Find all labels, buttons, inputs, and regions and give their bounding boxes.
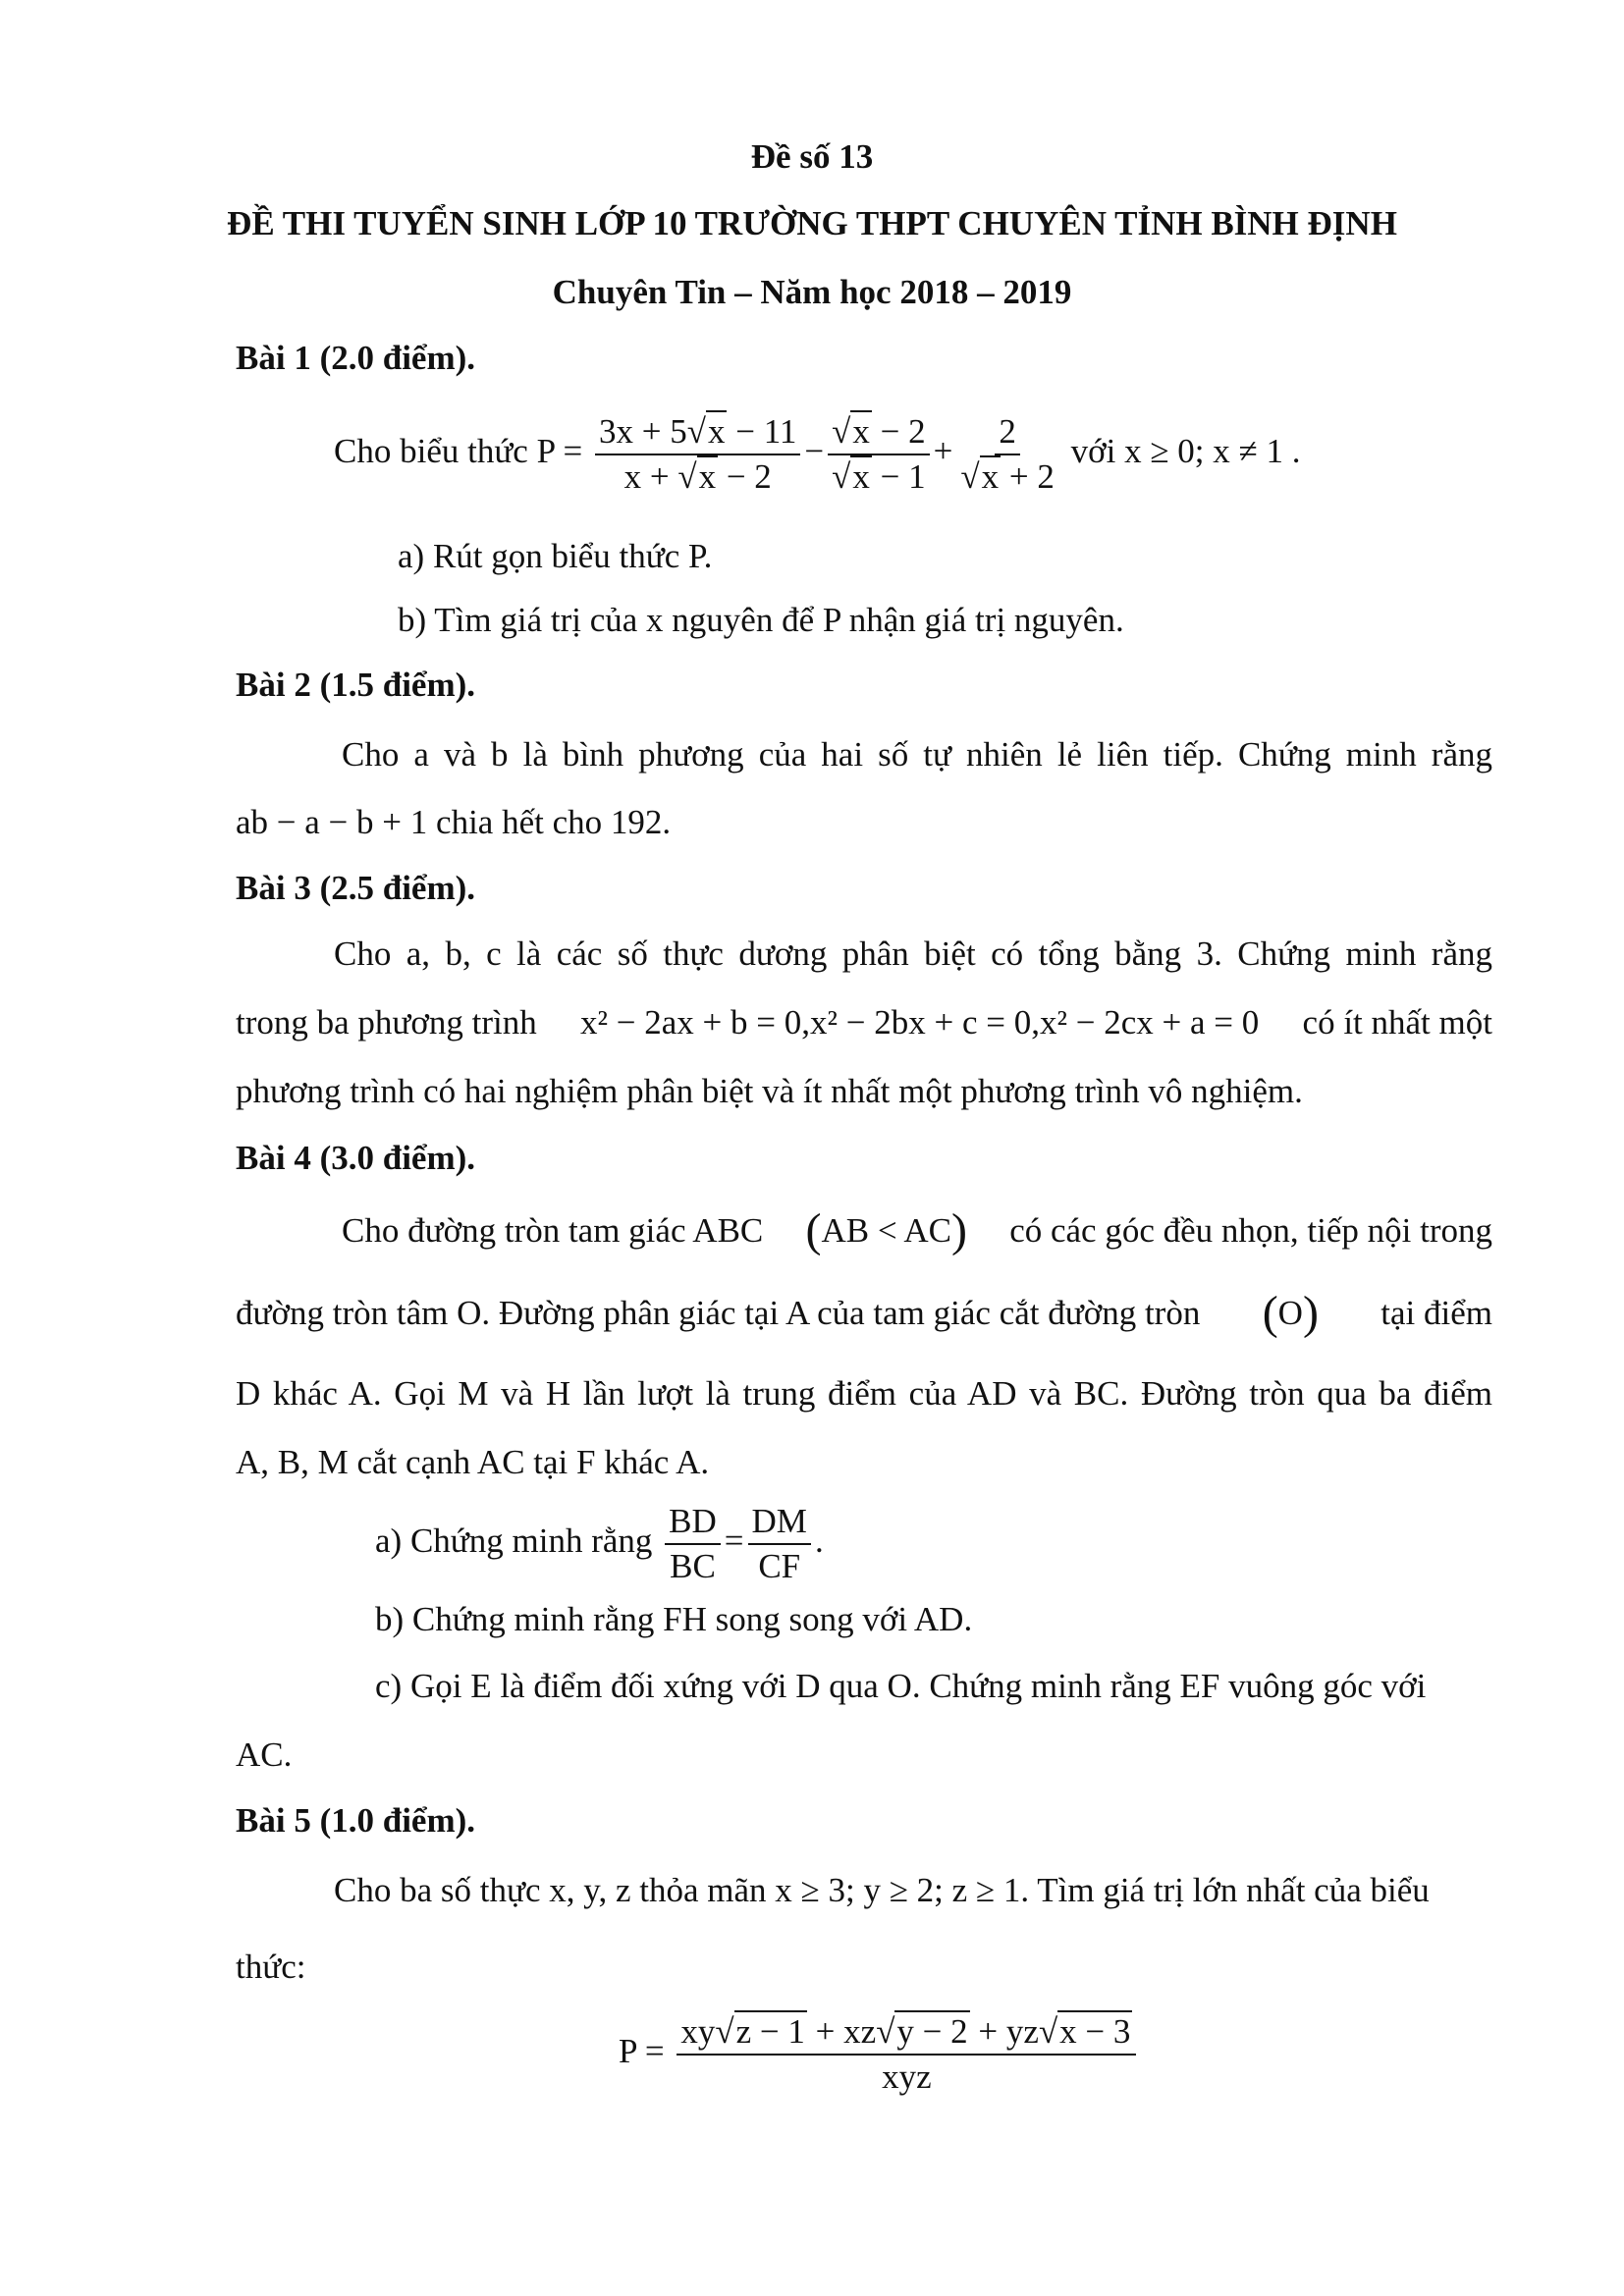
bai2-line2: ab − a − b + 1 chia hết cho 192. — [236, 803, 672, 841]
bai4-line1-b: có các góc đều nhọn, tiếp nội trong — [1009, 1211, 1492, 1250]
fraction-dm-cf: $\frac{DM}{CF}$ — [748, 1502, 811, 1586]
bai3-line2-pre: trong ba phương trình — [236, 1003, 537, 1041]
bai4-line3: D khác A. Gọi M và H lần lượt là trung điểm của AD và BC. Đường tròn qua ba điểm — [236, 1374, 1492, 1413]
bai4-part-a: a) Chứng minh rằng $\frac{BD}{BC}$ = $\frac{DM}{CF}$ . — [375, 1502, 824, 1585]
fraction-p: $\frac{xy√z - 1 + xz√y - 2 + yz√x - 3}{\text{xyz}}$ — [677, 2012, 1136, 2097]
bai3-heading: Bài 3 (2.5 điểm). — [236, 869, 476, 907]
exam-number: Đề số 13 — [750, 137, 874, 176]
bai5-formula — [619, 2012, 1140, 2097]
equation-3: x² − 2cx + a = 0 — [1040, 1003, 1260, 1041]
bai3-equations — [580, 1001, 1259, 1044]
bai4-line2 — [236, 1287, 1492, 1339]
bai5-heading: Bài 5 (1.0 điểm). — [236, 1801, 476, 1840]
bai4-line2-a: đường tròn tâm O. Đường phân giác tại A của tam giác cắt đường tròn — [236, 1294, 1201, 1332]
bai5-p-eq: P = — [619, 2032, 665, 2071]
bai4-part-c-cont: AC. — [236, 1735, 293, 1774]
bai1-part-b: b) Tìm giá trị của x nguyên để P nhận giá trị nguyên. — [398, 601, 1124, 639]
equation-2: x² − 2bx + c = 0, — [810, 1003, 1040, 1041]
fraction-bd-bc: $\frac{BD}{BC}$ — [665, 1502, 721, 1586]
exam-subtitle: Chuyên Tin – Năm học 2018 – 2019 — [552, 273, 1072, 311]
bai4-condition: (AB < AC) — [805, 1204, 967, 1256]
bai4-line1-a: Cho đường tròn tam giác ABC — [342, 1211, 764, 1250]
bai5-line1: Cho ba số thực x, y, z thỏa mãn x ≥ 3; y ≥ 2; z ≥ 1. Tìm giá trị lớn nhất của biểu — [334, 1871, 1430, 1909]
bai1-part-a: a) Rút gọn biểu thức P. — [398, 537, 713, 575]
bai2-line1: Cho a và b là bình phương của hai số tự nhiên lẻ liên tiếp. Chứng minh rằng — [342, 735, 1492, 774]
circle-O: (O) — [1262, 1287, 1319, 1339]
bai4-heading: Bài 4 (3.0 điểm). — [236, 1139, 476, 1177]
bai1-expression — [334, 412, 1300, 497]
fraction-1: $\frac{3x + 5√x - 11}{x + √x - 2}$ — [595, 412, 800, 497]
bai3-line3: phương trình có hai nghiệm phân biệt và ít nhất một phương trình vô nghiệm. — [236, 1072, 1303, 1110]
bai1-condition: với x ≥ 0; x ≠ 1 . — [1070, 432, 1301, 471]
bai4-line1 — [342, 1204, 1492, 1256]
exam-title: ĐỀ THI TUYỂN SINH LỚP 10 TRƯỜNG THPT CHUYÊN TỈNH BÌNH ĐỊNH — [227, 204, 1397, 242]
bai3-line1: Cho a, b, c là các số thực dương phân biệt có tổng bằng 3. Chứng minh rằng — [334, 934, 1492, 973]
part-a-label: a) Chứng minh rằng — [375, 1522, 653, 1561]
bai1-p-eq: P = — [536, 432, 583, 471]
bai4-line4: A, B, M cắt cạnh AC tại F khác A. — [236, 1443, 710, 1481]
fraction-2: $\frac{√x - 2}{√x - 1}$ — [828, 412, 929, 497]
bai2-heading: Bài 2 (1.5 điểm). — [236, 666, 476, 704]
plus-operator: + — [933, 432, 953, 471]
bai3-line2 — [236, 1001, 1492, 1044]
bai1-heading: Bài 1 (2.0 điểm). — [236, 339, 476, 377]
bai5-line2: thức: — [236, 1948, 306, 1986]
bai4-line2-b: tại điểm — [1380, 1294, 1492, 1332]
bai3-line2-post: có ít nhất một — [1302, 1003, 1492, 1041]
bai4-part-c: c) Gọi E là điểm đối xứng với D qua O. Chứng minh rằng EF vuông góc với — [375, 1667, 1427, 1705]
minus-operator: − — [804, 432, 825, 471]
equation-1: x² − 2ax + b = 0, — [580, 1003, 810, 1041]
bai1-intro: Cho biểu thức — [334, 432, 528, 471]
fraction-3: $\frac{2}{√x + 2}$ — [960, 412, 1055, 496]
bai4-part-b: b) Chứng minh rằng FH song song với AD. — [375, 1600, 973, 1638]
